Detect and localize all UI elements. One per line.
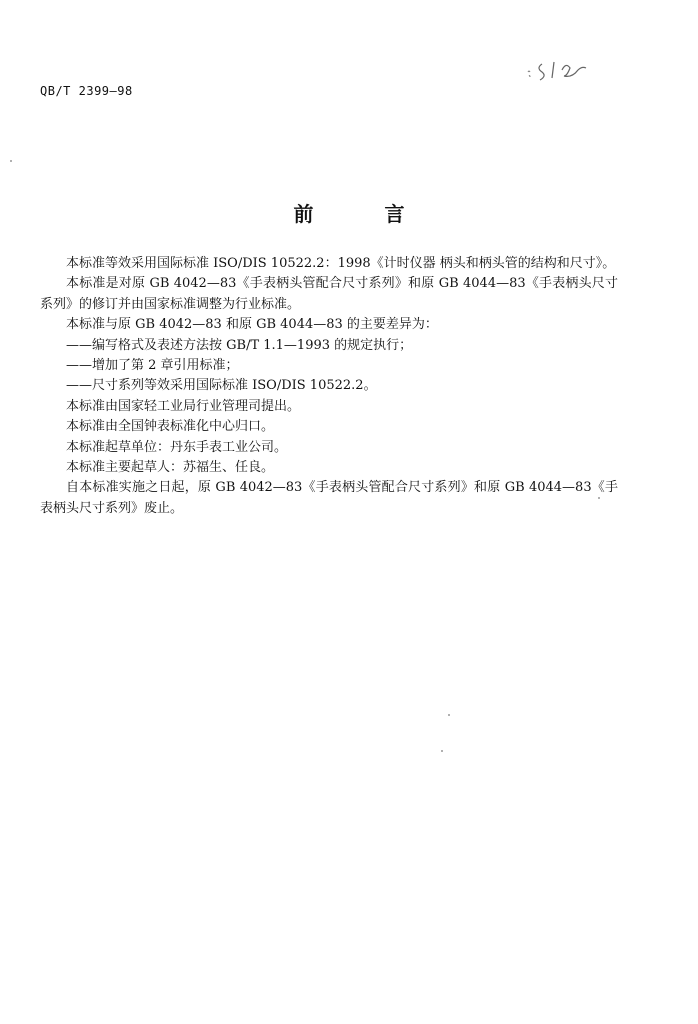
paragraph-revision: 本标准是对原 GB 4042—83《手表柄头管配合尺寸系列》和原 GB 4044—83《手表柄头尺寸系列》的修订并由国家标准调整为行业标准。 bbox=[40, 276, 618, 312]
difference-item: ——尺寸系列等效采用国际标准 ISO/DIS 10522.2。 bbox=[66, 378, 377, 394]
scan-speck bbox=[598, 497, 600, 499]
preface-body bbox=[40, 254, 618, 519]
paragraph-proposer: 本标准由国家轻工业局行业管理司提出。 bbox=[66, 398, 301, 414]
scan-speck bbox=[448, 714, 450, 716]
difference-item: ——编写格式及表述方法按 GB/T 1.1—1993 的规定执行； bbox=[66, 337, 413, 353]
paragraph-drafting-unit: 本标准起草单位：丹东手表工业公司。 bbox=[66, 439, 288, 455]
paragraph-differences-intro: 本标准与原 GB 4042—83 和原 GB 4044—83 的主要差异为： bbox=[66, 317, 438, 333]
page-title: 前 言 bbox=[293, 202, 437, 226]
standard-number: QB/T 2399—98 bbox=[40, 84, 133, 98]
paragraph-drafters: 本标准主要起草人：苏福生、任良。 bbox=[66, 460, 275, 476]
handwritten-mark bbox=[524, 54, 594, 84]
scan-speck bbox=[441, 750, 443, 752]
paragraph-supersession: 自本标准实施之日起，原 GB 4042—83《手表柄头管配合尺寸系列》和原 GB 4044—83《手表柄头尺寸系列》废止。 bbox=[40, 480, 618, 516]
difference-item: ——增加了第 2 章引用标准； bbox=[66, 358, 239, 374]
paragraph-adoption: 本标准等效采用国际标准 ISO/DIS 10522.2：1998《计时仪器 柄头和柄头管的结构和尺寸》。 bbox=[66, 256, 616, 271]
scan-speck bbox=[10, 160, 12, 162]
paragraph-administrator: 本标准由全国钟表标准化中心归口。 bbox=[66, 419, 275, 435]
